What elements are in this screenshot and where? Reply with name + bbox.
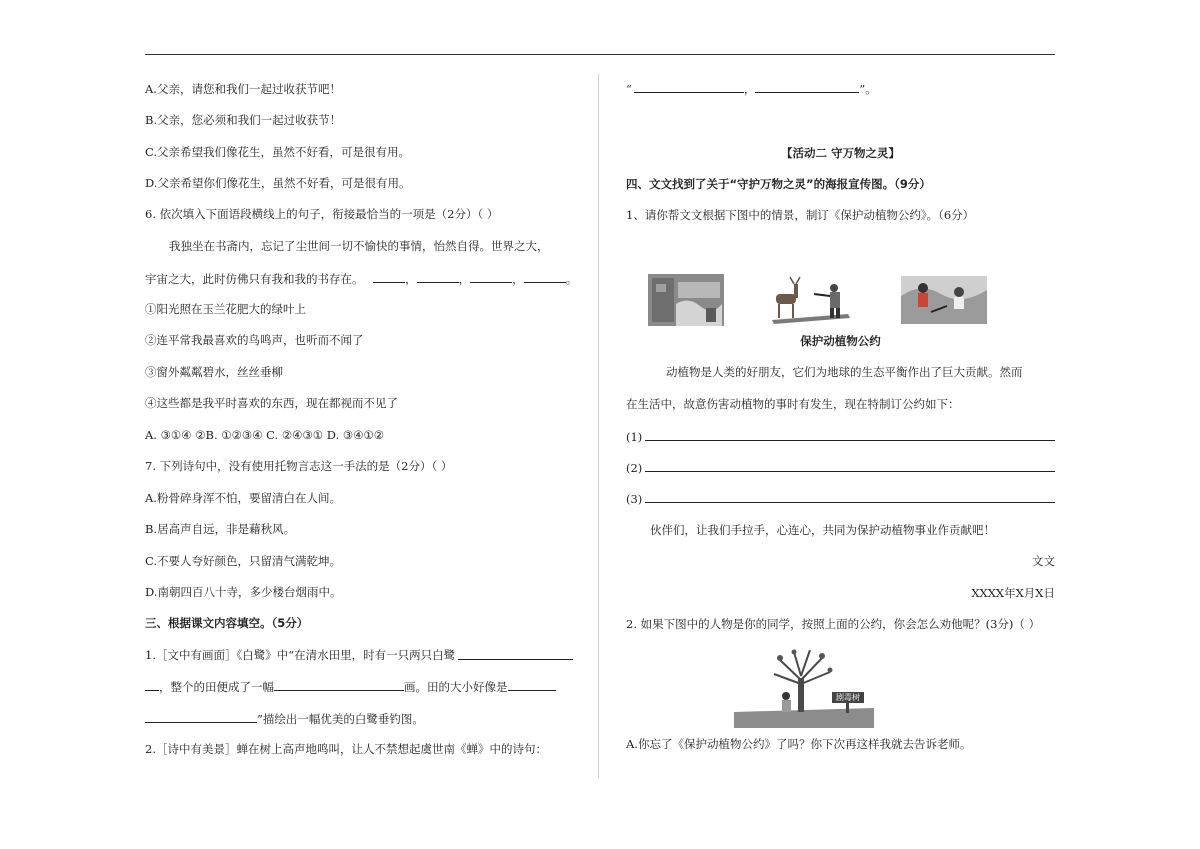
warning-sign-text: 剧毒树: [836, 693, 860, 702]
convention-para-1: 动植物是人类的好朋友，它们为地球的生态平衡作出了巨大贡献。然而: [666, 365, 1023, 379]
q6-passage-line-1: 我独坐在书斋内，忘记了尘世间一切不愉快的事情，怡然自得。世界之大，: [169, 239, 549, 253]
quote-comma: ，: [743, 82, 756, 96]
q5-option-a: A.父亲，请您和我们一起过收获节吧！: [145, 82, 341, 96]
quote-close: ”。: [859, 82, 877, 96]
rule-3-label: (3): [626, 492, 643, 506]
date: XXXX年X月X日: [971, 586, 1055, 600]
q6-blank-2[interactable]: [417, 270, 459, 283]
hunter-deer-illustration: [768, 276, 852, 324]
section-3-title: 三、根据课文内容填空。（5分）: [145, 616, 309, 630]
polluted-water-illustration: [648, 274, 724, 326]
tree-sign-illustration: [734, 648, 874, 728]
q7-option-b: B.居高声自远，非是藉秋风。: [145, 522, 296, 536]
q6-choices: A. ③①④ ②B. ①②③④ C. ②④③① D. ③④①②: [145, 428, 385, 442]
q7-option-c: C.不要人夸好颜色，只留清气满乾坤。: [145, 554, 342, 568]
s3-q1-blank-2[interactable]: [274, 678, 404, 691]
poem-blank-2[interactable]: [755, 80, 859, 93]
poem-blank-1[interactable]: [634, 80, 744, 93]
rule-3-row: [626, 490, 1055, 506]
rule-1-label: (1): [626, 430, 643, 444]
q5-option-d: D.父亲希望你们像花生，虽然不好看，可是很有用。: [145, 176, 411, 190]
s3-q1-blank-3b[interactable]: [145, 710, 257, 723]
q7-stem: 7. 下列诗句中，没有使用托物言志这一手法的是（2分）（ ）: [145, 459, 453, 473]
s3-q1-blank-1[interactable]: [458, 647, 573, 660]
rule-2-row: [626, 459, 1055, 475]
activity-2-title: 【活动二 守万物之灵】: [780, 146, 900, 160]
q5-option-b: B.父亲，您必须和我们一起过收获节！: [145, 113, 342, 127]
s4-q2-option-a: A.你忘了《保护动植物公约》了吗？你下次再这样我就去告诉老师。: [626, 737, 972, 751]
rule-3-blank[interactable]: [645, 490, 1055, 503]
column-divider: [598, 74, 599, 778]
s3-q2: 2.［诗中有美景］蝉在树上高声地鸣叫，让人不禁想起虞世南《蝉》中的诗句：: [145, 742, 547, 756]
q7-option-a: A.粉骨碎身浑不怕，要留清白在人间。: [145, 491, 341, 505]
rule-1-row: [626, 428, 1055, 444]
quote-open: “: [626, 82, 632, 96]
s3-q1-line-1: [145, 647, 573, 663]
q6-item-1: ①阳光照在玉兰花肥大的绿叶上: [145, 302, 306, 316]
rule-2-label: (2): [626, 461, 643, 475]
s3-q1-text-a: 1.［文中有画面］《白鹭》中“在清水田里，时有一只两只白鹭: [145, 648, 456, 662]
convention-para-2: 在生活中，故意伤害动植物的事时有发生，现在特制订公约如下：: [626, 397, 960, 411]
signature: 文文: [1032, 554, 1055, 568]
s3-q1-text-b: ，整个的田便成了一幅: [159, 680, 274, 694]
s3-q1-blank-1b[interactable]: [145, 678, 159, 691]
q5-option-c: C.父亲希望我们像花生，虽然不好看，可是很有用。: [145, 145, 411, 159]
top-rule: [145, 54, 1055, 55]
q6-blank-3[interactable]: [470, 270, 512, 283]
forest-kids-illustration: [901, 276, 987, 324]
convention-title: 保护动植物公约: [800, 334, 881, 348]
s3-q1-text-c: 画。田的大小好像是: [404, 680, 508, 694]
s4-q1: 1、请你帮文文根据下图中的情景，制订《保护动植物公约》。（6分）: [626, 208, 975, 222]
q6-item-4: ④这些都是我平时喜欢的东西，现在都视而不见了: [145, 396, 398, 410]
closing-text: 伙伴们，让我们手拉手，心连心，共同为保护动植物事业作贡献吧！: [650, 523, 995, 537]
q6-blank-1[interactable]: [373, 270, 405, 283]
s3-q1-text-d: ”描绘出一幅优美的白鹭垂钓图。: [257, 712, 424, 726]
q6-blank-4[interactable]: [524, 270, 566, 283]
q6-passage-line-2: 宇宙之大，此时仿佛只有我和我的书存在。 ， ， ， 。: [145, 272, 578, 286]
s3-q1-line-3: [145, 710, 424, 727]
rule-1-blank[interactable]: [645, 428, 1055, 441]
q6-item-3: ③窗外粼粼碧水，丝丝垂柳: [145, 365, 283, 379]
s3-q1-line-2: [145, 678, 556, 695]
s4-q2: 2. 如果下图中的人物是你的同学，按照上面的公约，你会怎么劝他呢？(3分)（ ）: [626, 617, 1041, 631]
rule-2-blank[interactable]: [645, 459, 1055, 472]
q6-item-2: ②连平常我最喜欢的鸟鸣声，也听而不闻了: [145, 333, 364, 347]
poem-answer-line: [626, 80, 877, 97]
q6-stem: 6. 依次填入下面语段横线上的句子，衔接最恰当的一项是（2分）（ ）: [145, 207, 499, 221]
s3-q1-blank-3[interactable]: [508, 678, 556, 691]
q6-passage-text: 宇宙之大，此时仿佛只有我和我的书存在。: [145, 272, 364, 286]
section-4-title: 四、文文找到了关于“守护万物之灵”的海报宣传图。（9分）: [626, 177, 931, 191]
q7-option-d: D.南朝四百八十寺，多少楼台烟雨中。: [145, 585, 342, 599]
